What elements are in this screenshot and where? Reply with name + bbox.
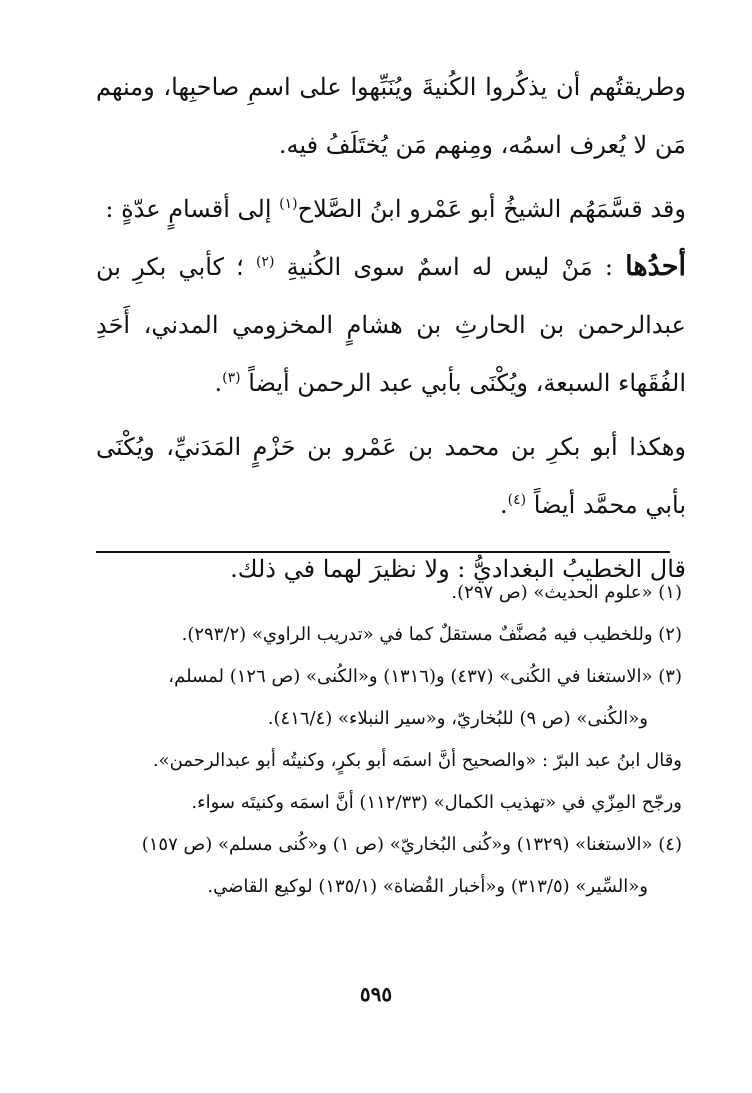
paragraph-4-text-a: وهكذا أبو بكرِ بن محمد بن عَمْرو بن حَزْمٍ المَدَنيِّ، ويُكْنَى بأبي محمَّد أيضاً	[96, 433, 686, 519]
footnote-3-line-4: ورجّح المِزّي في «تهذيب الكمال» (١١٢/٣٣) أنَّ اسمَه وكنيتَه سواء.	[191, 792, 682, 813]
footnote-3-line-2: و«الكُنى» (ص ٩) للبُخاريّ، و«سير النبلاء» (٤١٦/٤).	[267, 708, 648, 729]
footnote-ref-3[interactable]: (٣)	[222, 370, 241, 386]
footnote-ref-1[interactable]: (١)	[279, 196, 298, 212]
footnote-3-line-1: (٣) «الاستغنا في الكُنى» (٤٣٧) و(١٣١٦) و«الكُنى» (ص ١٢٦) لمسلم،	[168, 666, 682, 687]
paragraph-3-text-a: : مَنْ ليس له اسمٌ سوى الكُنيةِ	[274, 253, 626, 281]
footnote-1: (١) «علوم الحديث» (ص ٢٩٧).	[451, 582, 682, 603]
footnote-4-line-1: (٤) «الاستغنا» (١٣٢٩) و«كُنى البُخاريّ» (ص ١) و«كُنى مسلم» (ص ١٥٧)	[141, 834, 682, 855]
paragraph-3	[96, 238, 686, 412]
footnote-divider	[96, 551, 670, 553]
paragraph-1-text: وطريقتُهم أن يذكُروا الكُنيةَ ويُنَبِّهوا على اسمِ صاحبِها، ومنهم مَن لا يُعرف اسمُه، ومِنهم مَن يُختَلَفُ فيه.	[96, 73, 686, 159]
footnote-3-line-3: وقال ابنُ عبد البرّ : «والصحيح أنَّ اسمَه أبو بكرٍ، وكنيتُه أبو عبدالرحمن».	[152, 750, 682, 771]
footnotes	[96, 572, 682, 908]
footnote-4-line-2: و«السِّير» (٣١٣/٥) و«أخبار القُضاة» (١٣٥/١) لوكيع القاضي.	[207, 876, 648, 897]
paragraph-1	[96, 58, 686, 174]
paragraph-4-text-b: .	[500, 491, 508, 519]
section-lead-word: أحدُها	[625, 251, 686, 282]
footnote-2: (٢) وللخطيب فيه مُصنَّفٌ مستقلٌ كما في «تدريب الراوي» (٢٩٣/٢).	[181, 624, 682, 645]
paragraph-5-text: قال الخطيبُ البغداديُّ : ولا نظيرَ لهما في ذلك.	[230, 555, 686, 583]
main-text	[96, 58, 686, 598]
paragraph-2-text-a: وقد قسَّمَهُم الشيخُ أبو عَمْرو ابنُ الصَّلاح	[297, 195, 686, 223]
footnote-ref-4[interactable]: (٤)	[507, 492, 527, 508]
footnote-ref-2[interactable]: (٢)	[255, 254, 275, 270]
page-number: ٥٩٥	[359, 982, 393, 1006]
paragraph-2	[96, 180, 686, 238]
paragraph-4	[96, 418, 686, 534]
paragraph-2-text-b: إلى أقسامٍ عدّةٍ :	[105, 195, 280, 223]
paragraph-3-text-b: ؛ كأبي بكرِ بن عبدالرحمن بن الحارثِ بن هشامٍ المخزومي المدني، أَحَدِ الفُقَهاء السبعة، ويُكْنَى بأبي عبد الرحمن أيضاً	[96, 253, 686, 397]
paragraph-3-text-c: .	[214, 369, 223, 397]
